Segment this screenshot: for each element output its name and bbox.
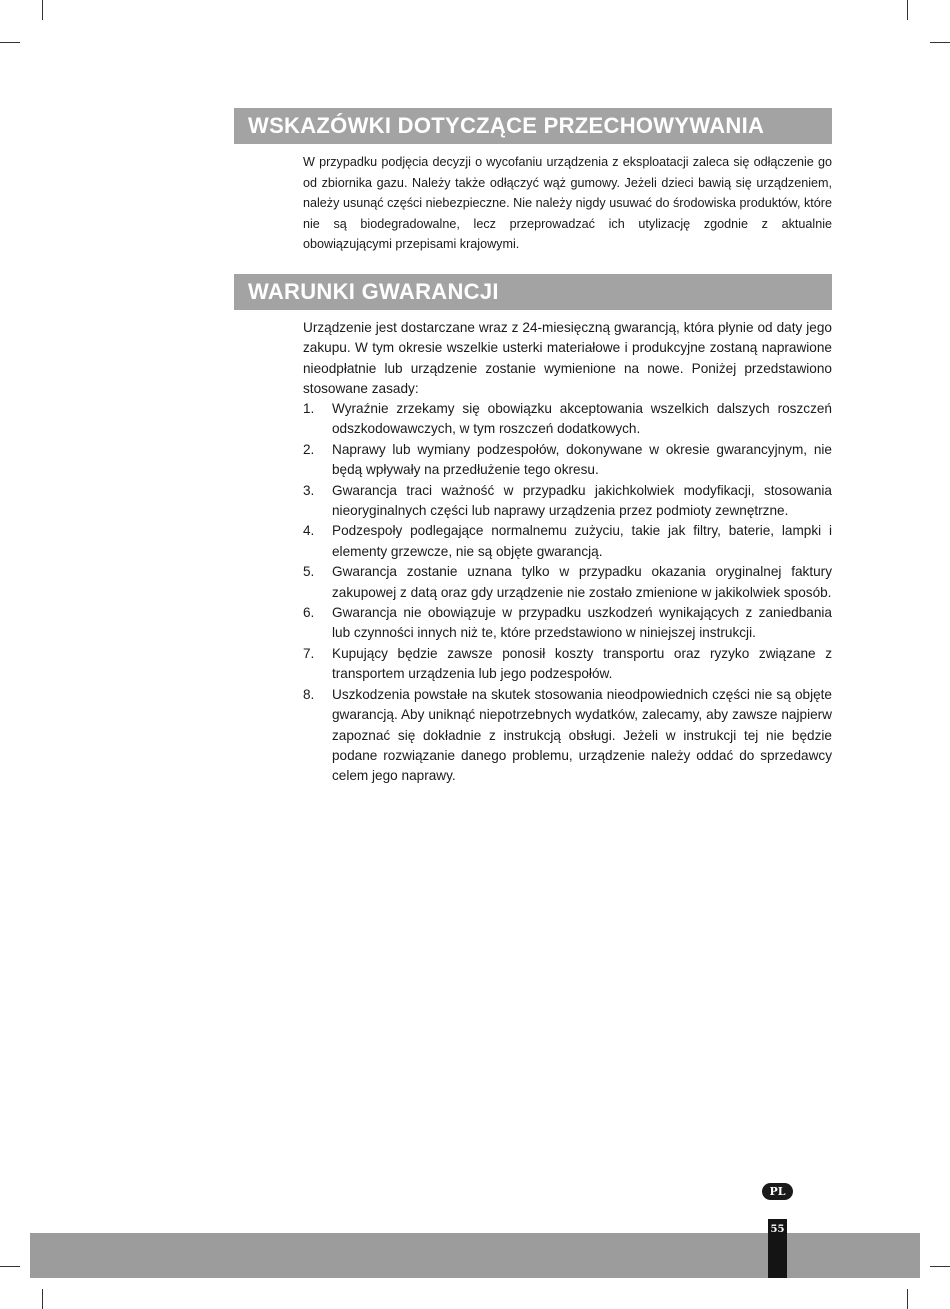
list-item-text: Kupujący będzie zawsze ponosił koszty transportu oraz ryzyko związane z transportem urządzenia lub jego podzespołów.: [332, 645, 832, 682]
warranty-section-title: WARUNKI GWARANCJI: [234, 274, 832, 310]
list-item: [303, 440, 832, 481]
list-item-text: Uszkodzenia powstałe na skutek stosowania nieodpowiednich części nie są objęte gwarancją. Aby uniknąć niepotrzebnych wydatków, zalecamy, aby zawsze najpierw zapoznać się dokładnie z instrukcją obsługi. Jeżeli w instrukcji tej nie będzie podane rozwiązanie danego problemu, urządzenie należy oddać do sprzedawcy celem jego naprawy.: [332, 686, 832, 784]
list-item-number: 2.: [303, 441, 315, 457]
list-item-text: Gwarancja nie obowiązuje w przypadku uszkodzeń wynikających z zaniedbania lub czynności innych niż te, które przedstawiono w niniejszej instrukcji.: [332, 605, 832, 641]
list-item: [303, 399, 832, 440]
list-item-text: Gwarancja traci ważność w przypadku jakichkolwiek modyfikacji, stosowania nieoryginalnych części lub naprawy urządzenia przez podmioty zewnętrzne.: [332, 482, 832, 519]
list-item: [303, 685, 832, 787]
list-item: [303, 644, 832, 685]
list-item-text: Naprawy lub wymiany podzespołów, dokonywane w okresie gwarancyjnym, nie będą wpływały na przedłużenie tego okresu.: [332, 441, 832, 478]
crop-mark: [42, 1289, 43, 1309]
list-item-number: 4.: [303, 523, 315, 539]
list-item-text: Wyraźnie zrzekamy się obowiązku akceptowania wszelkich dalszych roszczeń odszkodowawczych, w tym roszczeń dodatkowych.: [332, 401, 832, 437]
list-item-text: Gwarancja zostanie uznana tylko w przypadku okazania oryginalnej faktury zakupowej z datą oraz gdy urządzenie nie zostało zmienione w jakikolwiek sposób.: [332, 564, 832, 600]
list-item-number: 3.: [303, 482, 315, 498]
list-item-number: 1.: [303, 401, 315, 416]
list-item-number: 5.: [303, 564, 315, 580]
list-item-number: 8.: [303, 686, 315, 702]
storage-paragraph: W przypadku podjęcia decyzji o wycofaniu urządzenia z eksploatacji zaleca się odłączenie go od zbiornika gazu. Należy także odłączyć wąż gumowy. Jeżeli dzieci bawią się urządzeniem, należy usunąć części niebezpieczne. Nie należy nigdy usuwać do środowiska produktów, które nie są biodegradowalne, lecz przeprowadzać ich utylizację zgodnie z aktualnie obowiązującymi przepisami krajowymi.: [303, 155, 832, 251]
list-item: [303, 603, 832, 644]
list-item-number: 6.: [303, 605, 315, 621]
list-item: [303, 562, 832, 603]
crop-mark: [0, 42, 20, 43]
crop-mark: [42, 0, 43, 20]
crop-mark: [907, 0, 908, 20]
crop-mark: [930, 1266, 950, 1267]
warranty-intro: Urządzenie jest dostarczane wraz z 24-miesięczną gwarancją, która płynie od daty jego zakupu. W tym okresie wszelkie usterki materiałowe i produkcyjne zostaną naprawione nieodpłatnie lub urządzenie zostanie wymienione na nowe. Poniżej przedstawiono stosowane zasady:: [303, 320, 832, 397]
crop-mark: [0, 1266, 20, 1267]
list-item-text: Podzespoły podlegające normalnemu zużyciu, takie jak filtry, baterie, lampki i elementy grzewcze, nie są objęte gwarancją.: [332, 523, 832, 559]
list-item-number: 7.: [303, 645, 315, 661]
crop-mark: [907, 1289, 908, 1309]
crop-mark: [930, 42, 950, 43]
list-item: [303, 521, 832, 562]
storage-section-title: WSKAZÓWKI DOTYCZĄCE PRZECHOWYWANIA: [234, 108, 832, 144]
page-number: 55: [768, 1219, 787, 1278]
language-badge: PL: [762, 1183, 793, 1200]
list-item: [303, 481, 832, 522]
warranty-list: [303, 399, 832, 787]
